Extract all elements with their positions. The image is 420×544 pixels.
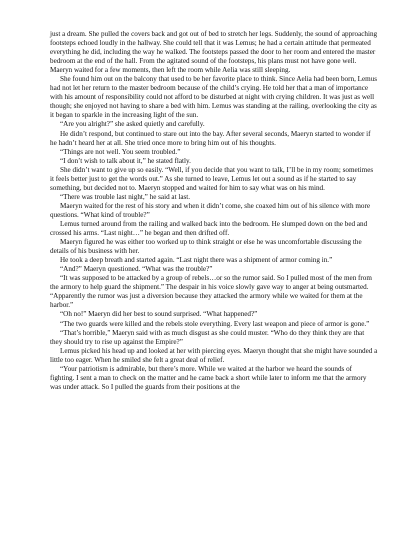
body-text [50,30,378,392]
paragraph: She found him out on the balcony that used to be her favorite place to think. Since Aelia had been born, Lemus had not let her return to the master bedroom because of the child’s crying. He told her that a man of importance with his amount of responsibility could not afford to be disturbed at night with crying children. It was just as well though; she enjoyed not having to share a bed with him. Lemus was standing at the railing, overlooking the city as it began to sparkle in the increasing light of the sun. [50,75,378,120]
paragraph: Maeryn waited for the rest of his story and when it didn’t come, she coaxed him out of his silence with more questions. “What kind of trouble?” [50,201,371,219]
paragraph: Lemus turned around from the railing and walked back into the bedroom. He slumped down on the bed and crossed his arms. “Last night…” he began and then drifted off. [50,219,368,238]
paragraph: “Oh no!” Maeryn did her best to sound surprised. “What happened?” [60,310,258,319]
paragraph: “The two guards were killed and the rebels stole everything. Every last weapon and piece of armor is gone.” [60,319,370,328]
paragraph: He didn’t respond, but continued to stare out into the bay. After several seconds, Maeryn started to wonder if he hadn’t heard her at all. She tried once more to bring him out of his thoughts. [50,129,371,147]
paragraph: Maeryn figured he was either too worked up to think straight or else he was uncomfortable discussing the details of his business with her. [50,238,362,256]
paragraph: Lemus picked his head up and looked at her with piercing eyes. Maeryn thought that she might have sounded a little too eager. When he smiled she felt a great deal of relief. [50,346,378,364]
paragraph: “And?” Maeryn questioned. “What was the trouble?” [60,265,213,274]
paragraph: “It was supposed to be attacked by a group of rebels…or so the rumor said. So I pulled most of the men from the armory to help guard the shipment.” The despair in his voice slowly gave way to anger at being outsmarted. “Apparently the rumor was just a diversion because they attacked the armory while we waited for them at the harbor.” [50,274,372,310]
paragraph: “Are you alright?” she asked quietly and carefully. [60,120,205,129]
paragraph: “There was trouble last night,” he said at last. [60,192,191,201]
paragraph: “Things are not well. You seem troubled.” [60,147,181,156]
paragraph: She didn’t want to give up so easily. “Well, if you decide that you want to talk, I’ll be in my room; sometimes it feels better just to get the words out.” As she turned to leave, Lemus let out a sound as if he started to say something, but decided not to. Maeryn stopped and waited for him to say what was on his mind. [50,165,374,192]
paragraph: “That’s horrible,” Maeryn said with as much disgust as she could muster. “Who do they think they are that they should try to rise up against the Empire?” [50,328,365,346]
paragraph: just a dream. She pulled the covers back and got out of bed to stretch her legs. Suddenly, the sound of approaching footsteps echoed loudly in the hallway. She could tell that it was Lemus; he had a certain attitude that permeated everything he did, including the way he walked. The footsteps passed the door to her room and entered the master bedroom at the end of the hall. From the agitated sound of the footsteps, his plans must not have gone well. Maeryn waited for a few moments, then left the room while Aelia was still sleeping. [50,30,378,75]
paragraph: He took a deep breath and started again. “Last night there was a shipment of armor coming in.” [60,256,333,265]
paragraph: “I don’t wish to talk about it,” he stated flatly. [60,156,191,165]
paragraph: “Your patriotism is admirable, but there’s more. While we waited at the harbor we heard the sounds of fighting. I sent a man to check on the matter and he came back a short while later to inform me that the armory was under attack. So I pulled the guards from their positions at the [50,364,367,391]
